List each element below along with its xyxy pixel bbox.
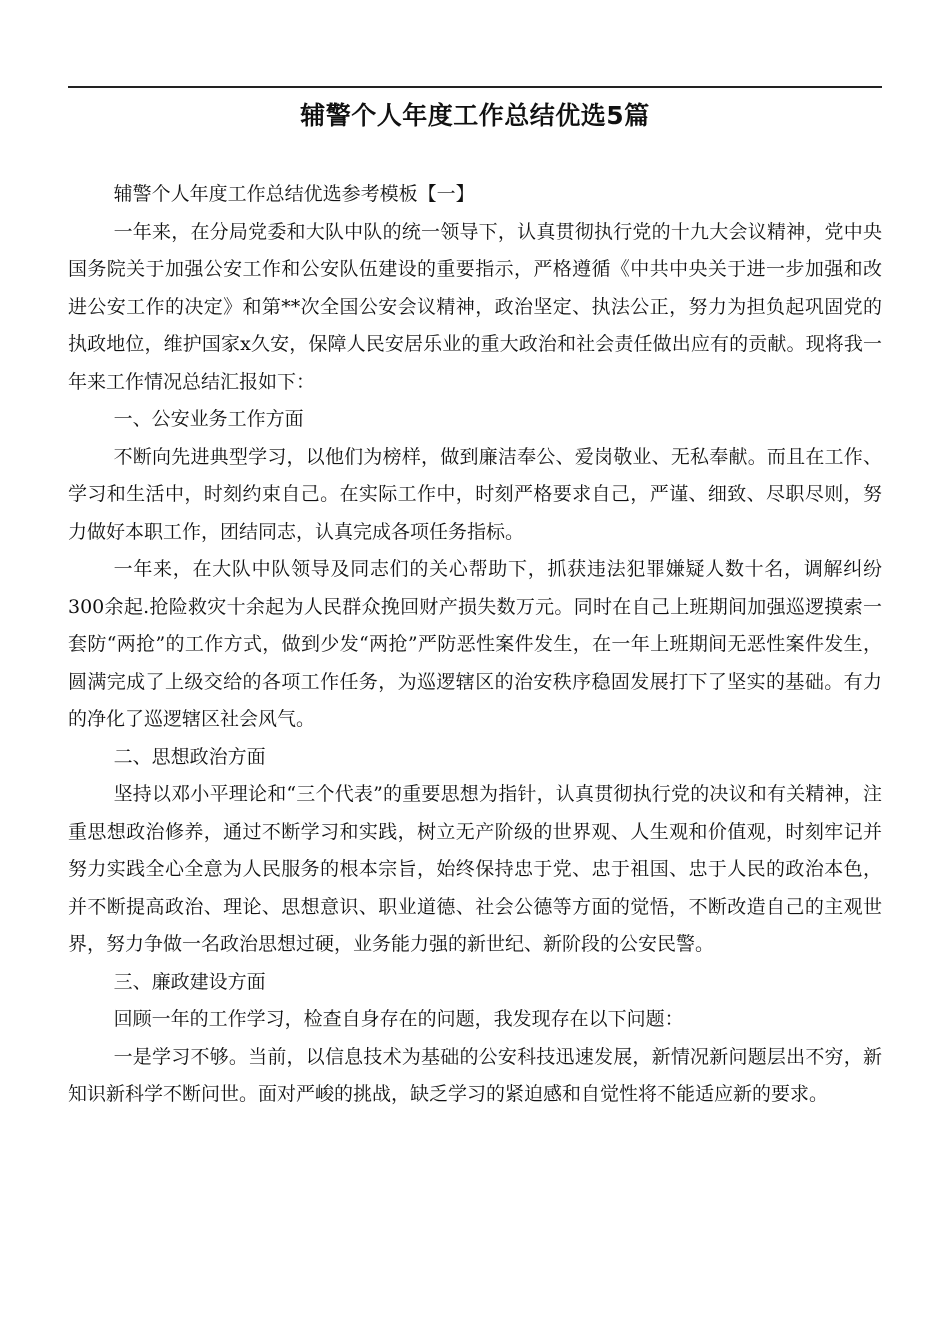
header-rule [68,86,882,88]
body-paragraph: 不断向先进典型学习，以他们为榜样，做到廉洁奉公、爱岗敬业、无私奉献。而且在工作、学习和生活中，时刻约束自己。在实际工作中，时刻严格要求自己，严谨、细致、尽职尽则，努力做好本职工作，团结同志，认真完成各项任务指标。 [68,445,882,543]
section-heading-2: 二、思想政治方面 [113,745,266,768]
section-heading-3: 三、廉政建设方面 [113,970,266,993]
body-paragraph: 回顾一年的工作学习，检查自身存在的问题，我发现存在以下问题： [113,1008,684,1030]
body-paragraph: 一是学习不够。当前，以信息技术为基础的公安科技迅速发展，新情况新问题层出不穷，新知识新科学不断问世。面对严峻的挑战，缺乏学习的紧迫感和自觉性将不能适应新的要求。 [68,1045,882,1105]
section-heading-1: 一、公安业务工作方面 [113,408,304,430]
document-title: 辅警个人年度工作总结优选5篇 [300,101,650,130]
document-body [68,176,882,1114]
body-paragraph: 一年来，在大队中队领导及同志们的关心帮助下，抓获违法犯罪嫌疑人数十名，调解纠纷300余起.抢险救灾十余起为人民群众挽回财产损失数万元。同时在自己上班期间加强巡逻摸索一套防“两抢”的工作方式，做到少发“两抢”严防恶性案件发生，在一年上班期间无恶性案件发生，圆满完成了上级交给的各项工作任务，为巡逻辖区的治安秩序稳固发展打下了坚实的基础。有力的净化了巡逻辖区社会风气。 [68,558,882,730]
body-paragraph: 坚持以邓小平理论和“三个代表”的重要思想为指针，认真贯彻执行党的决议和有关精神，注重思想政治修养，通过不断学习和实践，树立无产阶级的世界观、人生观和价值观，时刻牢记并努力实践全心全意为人民服务的根本宗旨，始终保持忠于党、忠于祖国、忠于人民的政治本色，并不断提高政治、理论、思想意识、职业道德、社会公德等方面的觉悟，不断改造自己的主观世界，努力争做一名政治思想过硬，业务能力强的新世纪、新阶段的公安民警。 [68,783,882,955]
template-heading: 辅警个人年度工作总结优选参考模板【一】 [113,183,475,205]
intro-paragraph: 一年来，在分局党委和大队中队的统一领导下，认真贯彻执行党的十九大会议精神，党中央国务院关于加强公安工作和公安队伍建设的重要指示，严格遵循《中共中央关于进一步加强和改进公安工作的决定》和第**次全国公安会议精神，政治坚定、执法公正，努力为担负起巩固党的执政地位，维护国家x久安，保障人民安居乐业的重大政治和社会责任做出应有的贡献。现将我一年来工作情况总结汇报如下： [68,220,882,393]
